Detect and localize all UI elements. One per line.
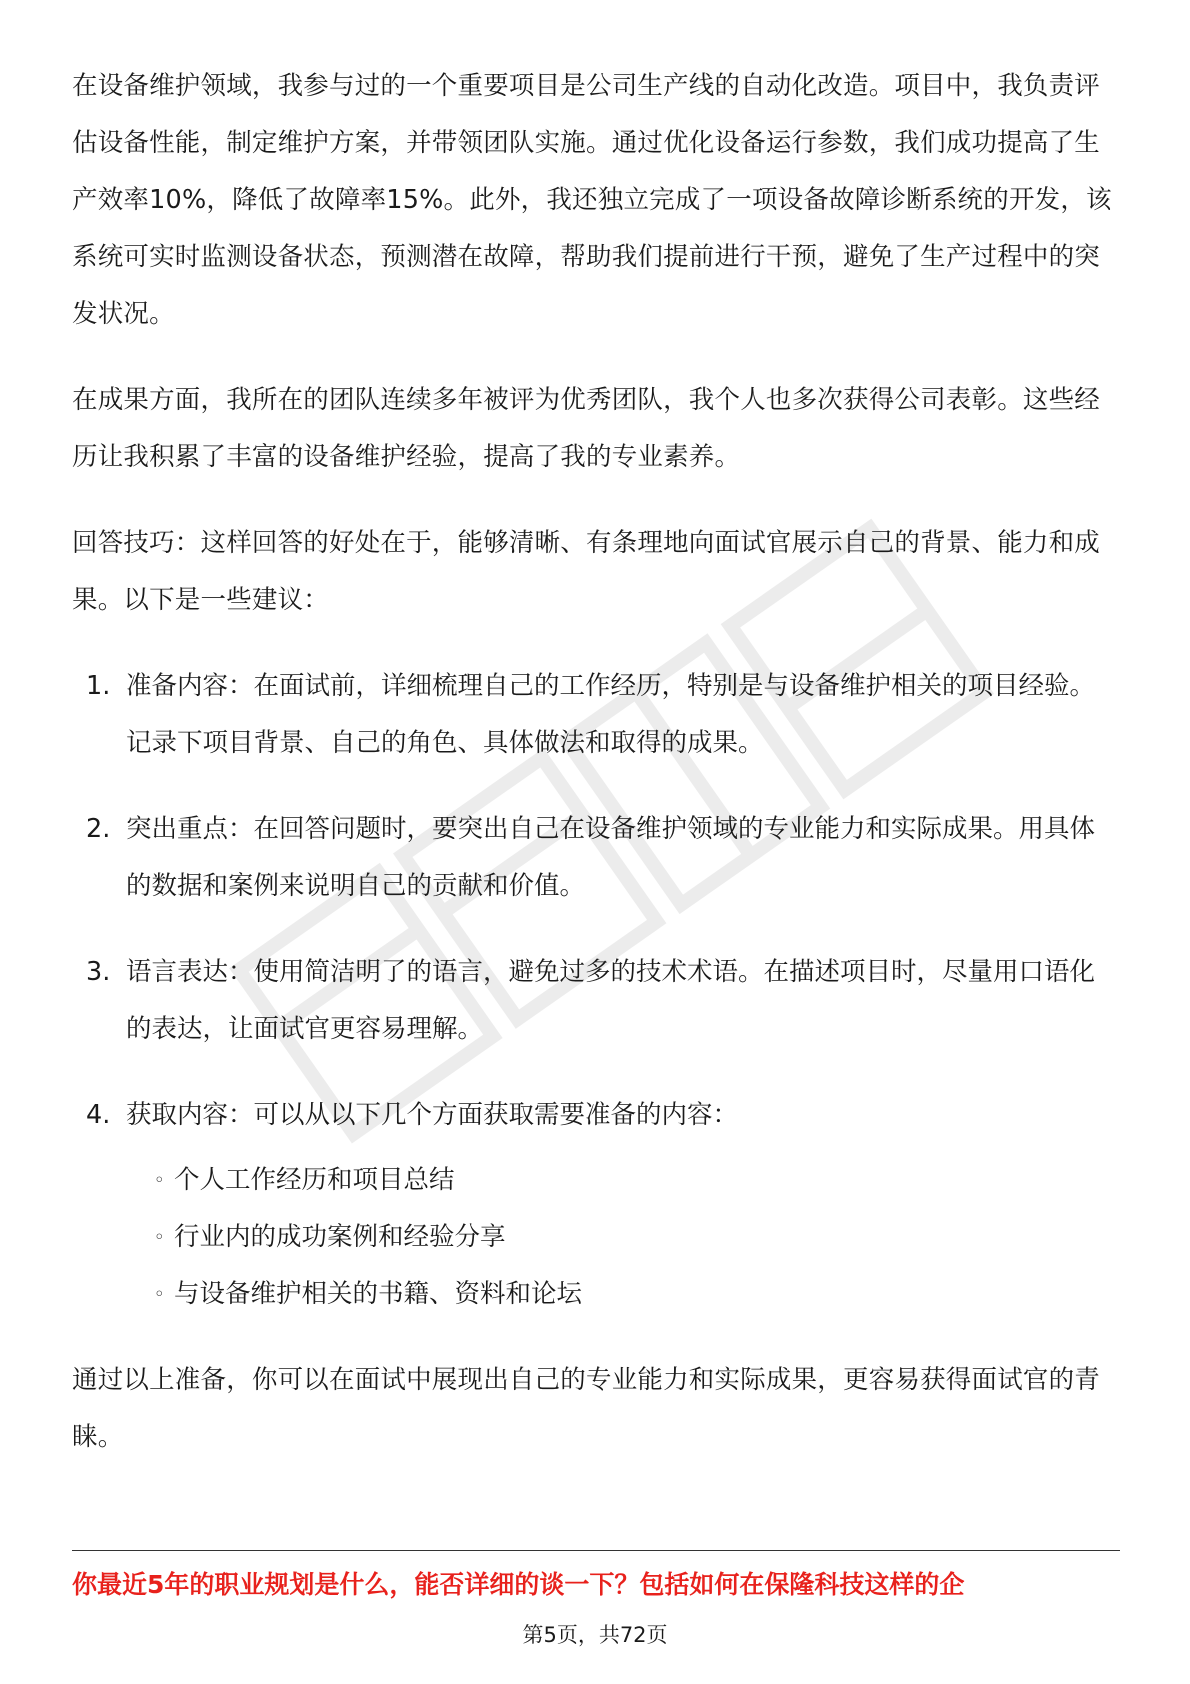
page-number: 第5页，共72页: [522, 1623, 668, 1647]
paragraph-achievements: 在成果方面，我所在的团队连续多年被评为优秀团队，我个人也多次获得公司表彰。这些经历让我积累了丰富的设备维护经验，提高了我的专业素养。: [72, 385, 1101, 472]
hollow-bullet-icon: ◦: [154, 1227, 165, 1248]
paragraph-project-experience: 在设备维护领域，我参与过的一个重要项目是公司生产线的自动化改造。项目中，我负责评估设备性能，制定维护方案，并带领团队实施。通过优化设备运行参数，我们成功提高了生产效率10%，降低了故障率15%。此外，我还独立完成了一项设备故障诊断系统的开发，该系统可实时监测设备状态，预测潜在故障，帮助我们提前进行干预，避免了生产过程中的突发状况。: [72, 71, 1112, 329]
list-item-number: 2.: [86, 814, 111, 844]
list-item-number: 4.: [86, 1100, 111, 1130]
sublist-item: [126, 1266, 1120, 1323]
sublist-item: [126, 1152, 1120, 1209]
next-question-heading: 你最近5年的职业规划是什么，能否详细的谈一下？包括如何在保隆科技这样的企: [72, 1570, 965, 1599]
document-body: [72, 58, 1120, 1495]
source-sublist: [126, 1152, 1120, 1323]
paragraph-answer-tips: 回答技巧：这样回答的好处在于，能够清晰、有条理地向面试官展示自己的背景、能力和成果。以下是一些建议：: [72, 528, 1101, 615]
list-item-number: 3.: [86, 957, 111, 987]
sublist-item-text: 与设备维护相关的书籍、资料和论坛: [174, 1279, 583, 1309]
hollow-bullet-icon: ◦: [154, 1284, 165, 1305]
sublist-item-text: 行业内的成功案例和经验分享: [174, 1222, 506, 1252]
list-item-text: 获取内容：可以从以下几个方面获取需要准备的内容：: [126, 1100, 739, 1130]
list-item-number: 1.: [86, 671, 111, 701]
sublist-item: [126, 1209, 1120, 1266]
list-item-text: 突出重点：在回答问题时，要突出自己在设备维护领域的专业能力和实际成果。用具体的数据和案例来说明自己的贡献和价值。: [126, 814, 1096, 901]
list-item-text: 语言表达：使用简洁明了的语言，避免过多的技术术语。在描述项目时，尽量用口语化的表达，让面试官更容易理解。: [126, 957, 1096, 1044]
paragraph-closing: 通过以上准备，你可以在面试中展现出自己的专业能力和实际成果，更容易获得面试官的青睐。: [72, 1365, 1101, 1452]
hollow-bullet-icon: ◦: [154, 1170, 165, 1191]
list-item-text: 准备内容：在面试前，详细梳理自己的工作经历，特别是与设备维护相关的项目经验。记录下项目背景、自己的角色、具体做法和取得的成果。: [126, 671, 1096, 758]
list-item: [72, 801, 1120, 915]
sublist-item-text: 个人工作经历和项目总结: [174, 1165, 455, 1195]
list-item: [72, 944, 1120, 1058]
section-divider: [72, 1550, 1120, 1551]
list-item: [72, 1087, 1120, 1323]
list-item: [72, 658, 1120, 772]
suggestion-list: [72, 658, 1120, 1323]
